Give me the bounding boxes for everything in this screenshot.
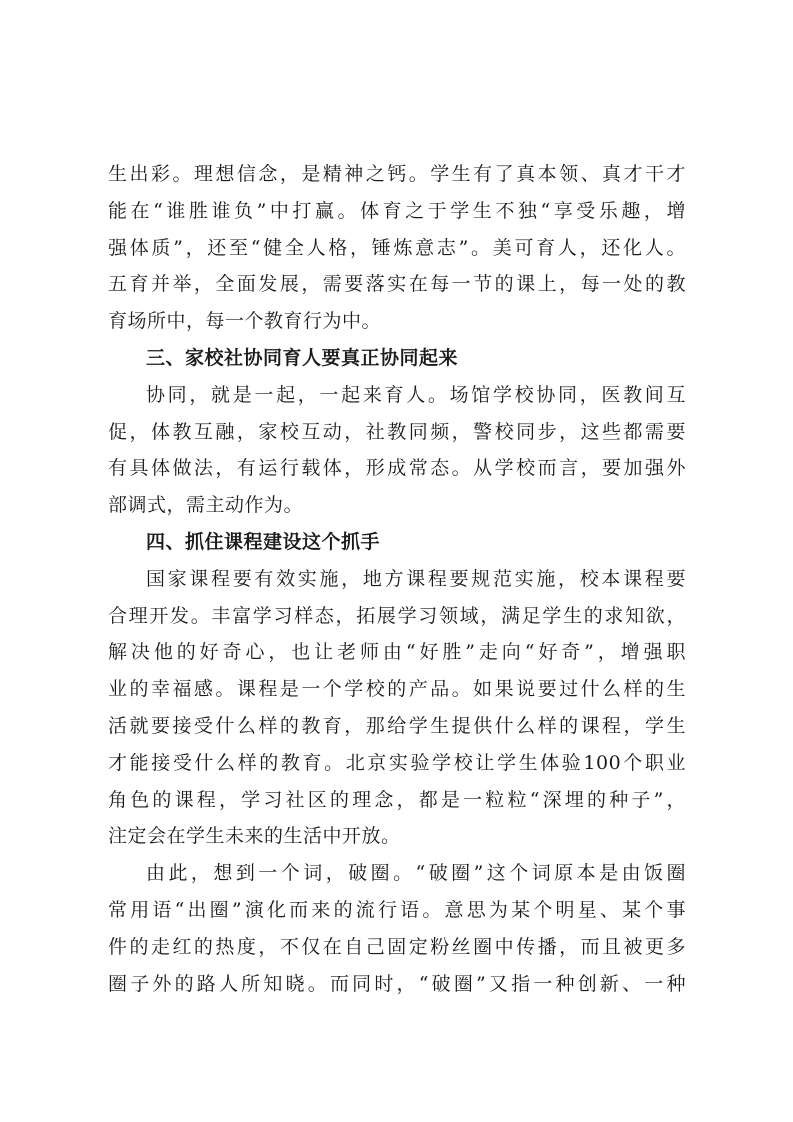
text-line: 国家课程要有效实施，地方课程要规范实施，校本课程要	[146, 567, 686, 590]
text-line: 由此，想到一个词，破圈。“破圈”这个词原本是由饭圈	[146, 862, 686, 885]
text-line: 件的走红的热度，不仅在自己固定粉丝圈中传播，而且被更多	[108, 935, 686, 958]
text-line: 角色的课程，学习社区的理念，都是一粒粒“深埋的种子”，	[108, 788, 686, 811]
text-line: 促，体教互融，家校互动，社教同频，警校同步，这些都需要	[108, 420, 686, 443]
text-line: 圈子外的路人所知晓。而同时，“破圈”又指一种创新、一种	[108, 972, 686, 995]
text-line: 合理开发。丰富学习样态，拓展学习领域，满足学生的求知欲，	[108, 604, 686, 627]
text-line: 业的幸福感。课程是一个学校的产品。如果说要过什么样的生	[108, 678, 686, 701]
paragraph-wuyu	[108, 156, 686, 340]
text-line: 常用语“出圈”演化而来的流行语。意思为某个明星、某个事	[108, 898, 686, 921]
paragraph-kecheng	[108, 561, 686, 855]
section-heading-3: 三、家校社协同育人要真正协同起来	[146, 346, 459, 369]
text-line: 五育并举，全面发展，需要落实在每一节的课上，每一处的教	[108, 273, 686, 296]
paragraph-poquan	[108, 855, 686, 1002]
text-line: 有具体做法，有运行载体，形成常态。从学校而言，要加强外	[108, 457, 686, 480]
document-page	[108, 156, 686, 1002]
text-line: 能在“谁胜谁负”中打赢。体育之于学生不独“享受乐趣，增	[108, 199, 686, 222]
text-line: 生出彩。理想信念，是精神之钙。学生有了真本领、真才干才	[108, 163, 686, 185]
text-line: 育场所中，每一个教育行为中。	[108, 310, 382, 333]
section-heading-4: 四、抓住课程建设这个抓手	[146, 530, 381, 553]
text-line: 注定会在学生未来的生活中开放。	[108, 825, 401, 848]
text-line: 活就要接受什么样的教育，那给学生提供什么样的课程，学生	[108, 714, 686, 737]
text-line: 协同，就是一起，一起来育人。场馆学校协同，医教间互	[146, 383, 686, 406]
paragraph-xietong	[108, 377, 686, 524]
text-line: 才能接受什么样的教育。北京实验学校让学生体验100个职业	[108, 751, 686, 774]
text-line: 解决他的好奇心，也让老师由“好胜”走向“好奇”，增强职	[108, 641, 686, 664]
text-line: 强体质”，还至“健全人格，锤炼意志”。美可育人，还化人。	[108, 236, 686, 259]
text-line: 部调式，需主动作为。	[108, 494, 304, 517]
